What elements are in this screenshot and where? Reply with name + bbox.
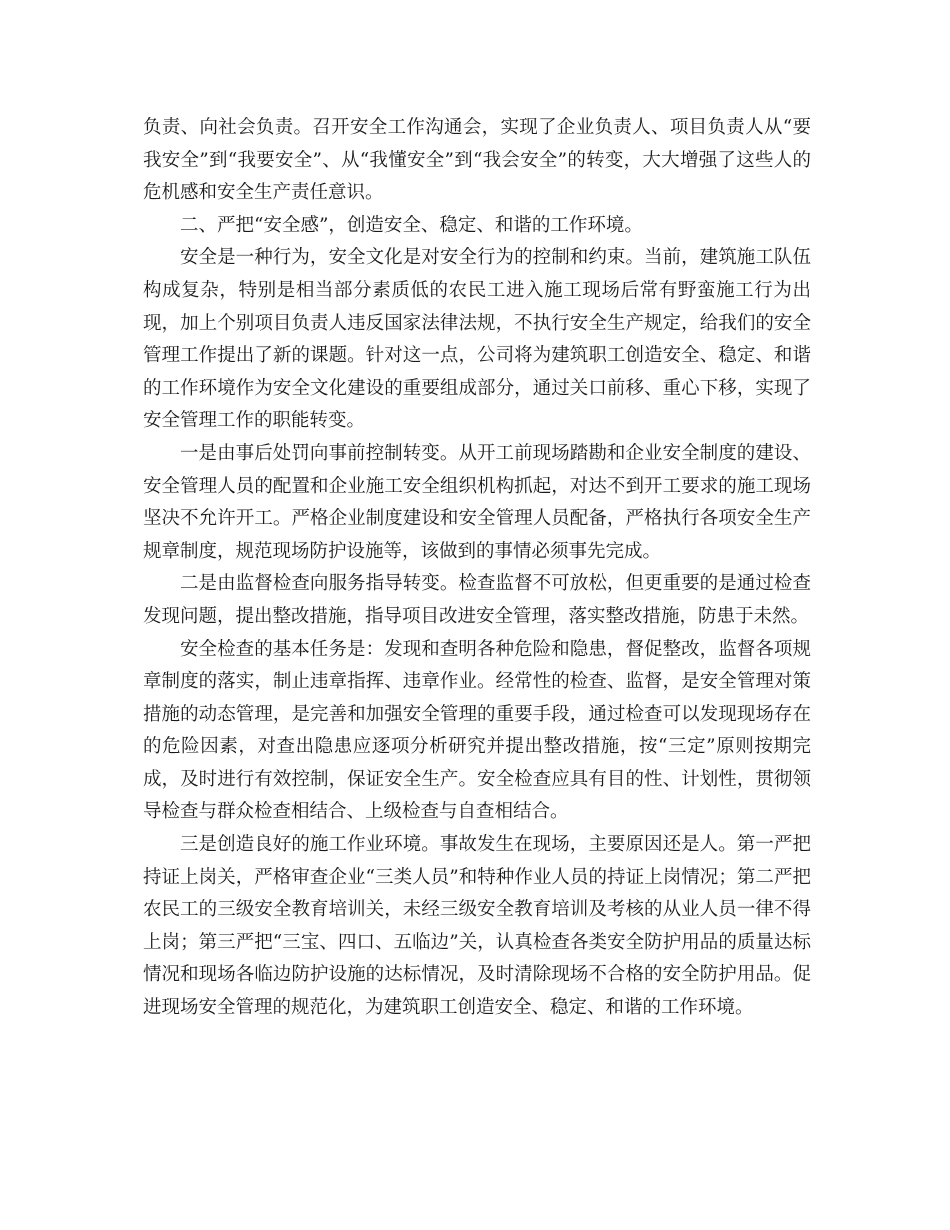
paragraph-6: 安全检查的基本任务是：发现和查明各种危险和隐患，督促整改，监督各项规章制度的落实，制止违章指挥、违章作业。经常性的检查、监督，是安全管理对策措施的动态管理，是完善和加强安全管理的重要手段，通过检查可以发现现场存在的危险因素，对查出隐患应逐项分析研究并提出整改措施，按“三定”原则按期完成，及时进行有效控制，保证安全生产。安全检查应具有目的性、计划性，贯彻领导检查与群众检查相结合、上级检查与自查相结合。 (143, 638, 811, 823)
paragraph-7: 三是创造良好的施工作业环境。事故发生在现场，主要原因还是人。第一严把持证上岗关，严格审查企业“三类人员”和特种作业人员的持证上岗情况；第二严把农民工的三级安全教育培训关，未经三级安全教育培训及考核的从业人员一律不得上岗；第三严把“三宝、四口、五临边”关，认真检查各类安全防护用品的质量达标情况和现场各临边防护设施的达标情况，及时清除现场不合格的安全防护用品。促进现场安全管理的规范化，为建筑职工创造安全、稳定、和谐的工作环境。 (143, 834, 811, 1019)
paragraph-2-heading: 二、严把“安全感”，创造安全、稳定、和谐的工作环境。 (180, 214, 643, 236)
document-body (143, 112, 811, 1025)
paragraph-1: 负责、向社会负责。召开安全工作沟通会，实现了企业负责人、项目负责人从“要我安全”到“我要安全”、从“我懂安全”到“我会安全”的转变，大大增强了这些人的危机感和安全生产责任意识。 (143, 117, 811, 204)
paragraph-4: 一是由事后处罚向事前控制转变。从开工前现场踏勘和企业安全制度的建设、安全管理人员的配置和企业施工安全组织机构抓起，对达不到开工要求的施工现场坚决不允许开工。严格企业制度建设和安全管理人员配备，严格执行各项安全生产规章制度，规范现场防护设施等，该做到的事情必须事先完成。 (143, 442, 811, 562)
paragraph-5: 二是由监督检查向服务指导转变。检查监督不可放松，但更重要的是通过检查发现问题，提出整改措施，指导项目改进安全管理，落实整改措施，防患于未然。 (143, 573, 811, 627)
paragraph-3: 安全是一种行为，安全文化是对安全行为的控制和约束。当前，建筑施工队伍构成复杂，特别是相当部分素质低的农民工进入施工现场后常有野蛮施工行为出现，加上个别项目负责人违反国家法律法规，不执行安全生产规定，给我们的安全管理工作提出了新的课题。针对这一点，公司将为建筑职工创造安全、稳定、和谐的工作环境作为安全文化建设的重要组成部分，通过关口前移、重心下移，实现了安全管理工作的职能转变。 (143, 247, 811, 432)
